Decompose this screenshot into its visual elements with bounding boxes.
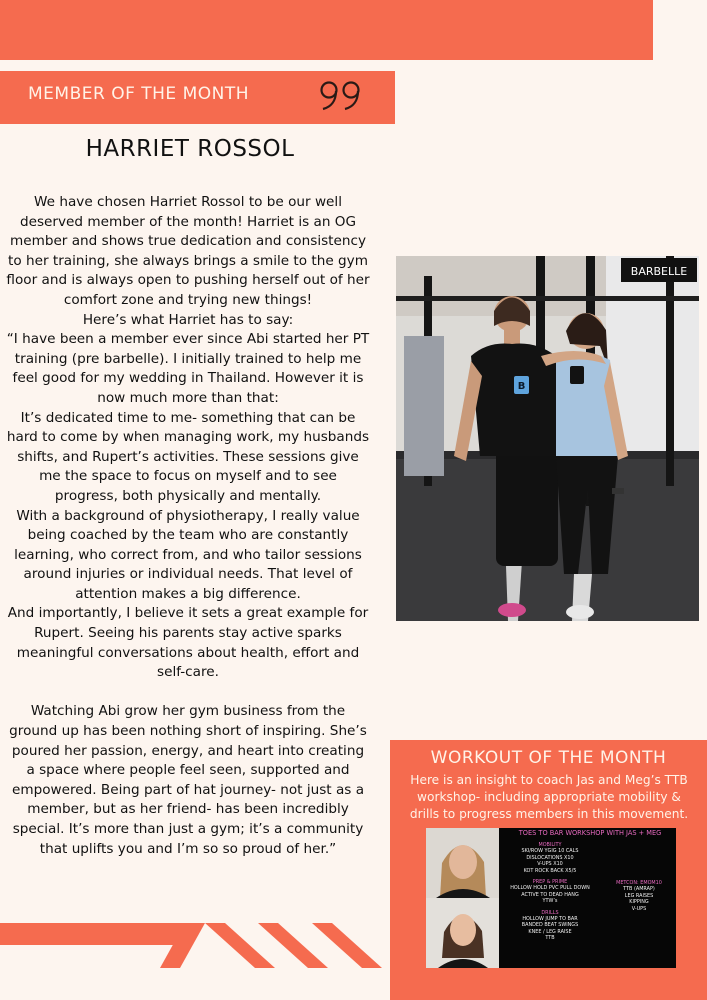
story-paragraph: With a background of physiotherapy, I really value being coached by the team who are constantly learning, who correct from, and who tailor sessions around injuries or individual needs. That level of attention makes a big difference.	[14, 507, 362, 602]
story-paragraph: Watching Abi grow her gym business from the ground up has been nothing short of inspiring. She’s poured her passion, energy, and heart into creating a space where people feel seen, supported and empowered. Being part of hat journey- not just as a member, but as her friend- has been incredibly special. It’s more than just a gym; it’s a community that uplifts you and I’m so so proud of her.”	[9, 703, 367, 857]
drills-heading: DRILLS	[541, 909, 559, 916]
banner-label: MEMBER OF THE MONTH	[28, 84, 250, 104]
mobility-item: DISLOCATIONS X10	[526, 854, 574, 861]
metcon-heading: METCON: EMOM10	[616, 880, 662, 886]
mobility-item: SKI/ROW YGIG 10 CALS	[521, 848, 579, 855]
barbelle-sign: BARBELLE	[630, 265, 688, 278]
card-title: TOES TO BAR WORKSHOP WITH JAS + MEG	[518, 829, 662, 837]
drills-item: TTB	[545, 935, 555, 942]
drills-item: KNEE / LEG RAISE	[528, 928, 572, 935]
story-paragraph: “I have been a member ever since Abi started her PT training (pre barbelle). I initially trained to help me feel good for my wedding in Thailand. However it is now much more than that:	[6, 331, 370, 406]
prep-item: ACTIVE TO DEAD HANG	[521, 891, 579, 898]
story-paragraph: It’s dedicated time to me- something that can be hard to come by when managing work, my husbands shifts, and Rupert’s activities. These sessions give me the space to focus on myself and to see progress, both physically and mentally.	[6, 409, 370, 504]
decorative-stripes	[0, 923, 390, 968]
top-accent-bar	[0, 0, 653, 60]
gym-photo-illustration	[396, 256, 699, 621]
mobility-item: KOT ROCK BACK X5/5	[523, 867, 577, 874]
metcon-item: TTB (AMRAP)	[623, 886, 655, 893]
member-name: HARRIET ROSSOL	[85, 136, 295, 162]
prep-heading: PREP & PRIME	[532, 879, 568, 886]
metcon-item: V-UPS	[631, 905, 647, 912]
workout-title: WORKOUT OF THE MONTH	[430, 748, 667, 768]
prep-item: YTW’s	[542, 898, 558, 905]
mobility-heading: MOBILITY	[538, 842, 562, 848]
workout-description: Here is an insight to coach Jas and Meg’s TTB workshop- including appropriate mobility & drills to progress members in this movement.	[409, 773, 689, 821]
story-paragraph: And importantly, I believe it sets a great example for Rupert. Seeing his parents stay active sparks meaningful conversations about health, effort and self-care.	[7, 605, 369, 681]
shirt-logo: B	[517, 381, 526, 392]
story-paragraph: We have chosen Harriet Rossol to be our well deserved member of the month! Harriet is an OG member and shows true dedication and consistency to her training, she always brings a smile to the gym floor and is always open to pushing herself out of her comfort zone and trying new things!	[6, 194, 370, 308]
story-paragraph: Here’s what Harriet has to say:	[82, 311, 294, 328]
mobility-item: V-UPS X10	[537, 861, 563, 868]
paragraph-gap	[6, 683, 370, 703]
member-story	[6, 193, 370, 859]
coach-jas-photo	[426, 828, 499, 898]
metcon-item: LEG RAISES	[624, 892, 654, 899]
quote-icon	[318, 79, 366, 111]
card-right-column	[604, 880, 674, 912]
member-photo	[396, 256, 699, 621]
ttb-workshop-card	[426, 828, 676, 968]
drills-item: HOLLOW JUMP TO BAR	[522, 916, 578, 923]
card-left-column	[505, 842, 595, 942]
metcon-item: KIPPING	[629, 899, 649, 906]
drills-item: BANDED BEAT SWINGS	[521, 922, 579, 929]
coach-meg-photo	[426, 898, 499, 968]
prep-item: HOLLOW HOLD PVC PULL DOWN	[510, 885, 590, 892]
